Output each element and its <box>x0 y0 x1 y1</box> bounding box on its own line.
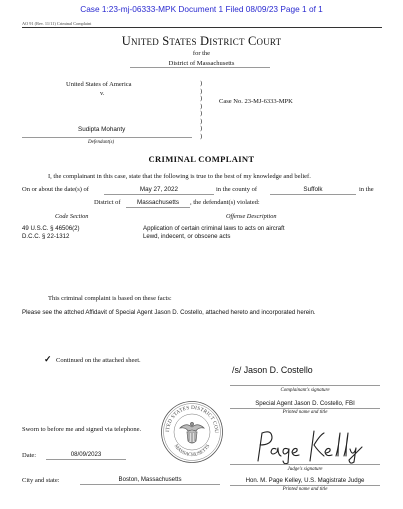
continued-statement: Continued on the attached sheet. <box>56 357 141 364</box>
sworn-date-label: Date: <box>22 452 37 459</box>
complainant-signature: /s/ Jason D. Costello <box>232 365 313 375</box>
date-label: On or about the date(s) of <box>22 186 89 193</box>
judge-signature-line <box>230 464 380 465</box>
offense-date-line <box>104 194 214 195</box>
in-the-label: in the <box>359 186 374 193</box>
violated-label: , the defendant(s) violated: <box>190 199 260 206</box>
versus: v. <box>100 90 105 97</box>
seal-eagle-icon <box>180 423 204 444</box>
caption-parens: ) ) ) ) ) ) ) ) <box>200 80 203 140</box>
sworn-date: 08/09/2023 <box>70 451 102 458</box>
continued-checkmark: ✓ <box>44 354 52 364</box>
court-for: for the <box>192 50 211 57</box>
complaint-heading: CRIMINAL COMPLAINT <box>148 154 255 164</box>
offense-code: D.C.C. § 22-1312 <box>22 233 70 240</box>
facts-text: Please see the attched Affidavit of Special Agent Jason D. Costello, attached hereto and incorporated herein. <box>22 309 316 316</box>
code-section-header: Code Section <box>55 213 89 220</box>
form-id: AO 91 (Rev. 11/11) Criminal Complaint <box>22 21 92 26</box>
case-number: Case No. 23-MJ-6333-MPK <box>219 98 293 105</box>
complainant-printed-line <box>230 408 380 409</box>
district-of-label: District of <box>94 199 121 206</box>
judge-handwritten-signature <box>250 425 370 465</box>
sworn-date-line <box>46 459 126 460</box>
county-value: Suffolk <box>303 186 323 193</box>
defendant-label: Defendant(s) <box>88 140 115 145</box>
sworn-statement: Sworn to before me and signed via telephone. <box>22 426 142 433</box>
seal-state-text: MASSACHUSETTS <box>172 443 212 459</box>
city-state: Boston, Massachusetts <box>118 476 182 483</box>
facts-intro: This criminal complaint is based on these facts: <box>48 295 172 302</box>
svg-text:MASSACHUSETTS <box>173 444 212 458</box>
county-label: in the county of <box>216 186 257 193</box>
city-state-line <box>80 484 220 485</box>
district-line <box>130 67 270 68</box>
court-seal <box>160 400 224 464</box>
complainant-printed-name: Special Agent Jason D. Costello, FBI <box>255 400 355 407</box>
defendant-line <box>22 137 192 138</box>
district-value-line <box>126 207 190 208</box>
district-value: Massachusetts <box>137 199 179 206</box>
judge-printed-line <box>230 485 380 486</box>
offense-description: Lewd, indecent, or obscene acts <box>143 233 231 240</box>
intro-statement: I, the complainant in this case, state that the following is true to the best of my knowledge and belief. <box>48 173 311 180</box>
plaintiff-name: United States of America <box>66 81 132 88</box>
defendant-name: Sudipta Mohanty <box>78 126 126 133</box>
offense-code: 49 U.S.C. § 46506(2) <box>22 225 80 232</box>
case-header: Case 1:23-mj-06333-MPK Document 1 Filed 08/09/23 Page 1 of 1 <box>80 4 323 14</box>
city-state-label: City and state: <box>22 477 60 484</box>
offense-description: Application of certain criminal laws to acts on aircraft <box>143 225 285 232</box>
complainant-printed-label: Printed name and title <box>282 410 328 415</box>
header-rule <box>22 27 382 28</box>
county-line <box>270 194 356 195</box>
seal-ring-text: ITED STATES DISTRICT COU <box>164 404 220 434</box>
judge-printed-label: Printed name and title <box>282 487 328 492</box>
judge-signature-label: Judge's signature <box>287 467 323 472</box>
offense-description-header: Offense Description <box>226 213 277 220</box>
complainant-signature-label: Complainant's signature <box>280 388 330 393</box>
judge-printed-name: Hon. M. Page Kelley, U.S. Magistrate Judge <box>245 477 365 484</box>
offense-date: May 27, 2022 <box>139 186 179 193</box>
court-district: District of Massachusetts <box>168 60 235 67</box>
court-title: United States District Court <box>121 34 282 48</box>
complainant-signature-line <box>230 385 380 386</box>
